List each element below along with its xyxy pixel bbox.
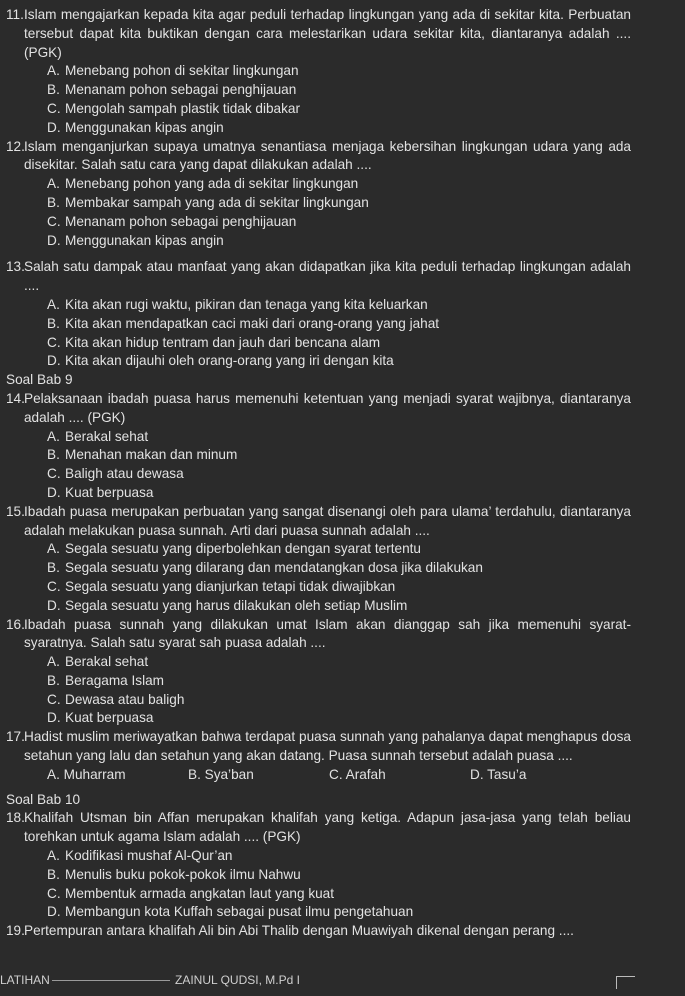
option-letter: D. [47, 904, 61, 920]
question-number: 15. [6, 503, 25, 519]
question-text [0, 922, 685, 941]
answer-options [0, 296, 685, 371]
answer-option [47, 175, 685, 194]
option-letter: C. [47, 691, 61, 707]
option-text: Baligh atau dewasa [65, 466, 184, 482]
option-text: Menebang pohon yang ada di sekitar lingkungan [65, 176, 359, 192]
footer-divider [52, 980, 170, 981]
answer-option [47, 296, 685, 315]
question-number: 14. [6, 390, 25, 406]
option-letter: C. [47, 213, 61, 229]
question-item [0, 728, 685, 784]
answer-options-row [0, 766, 685, 785]
option-letter: D. [470, 766, 484, 782]
question-item [0, 922, 685, 941]
answer-option [47, 119, 685, 138]
question-item [0, 616, 685, 729]
option-text: Menanam pohon sebagai penghijauan [65, 213, 297, 229]
question-stem: Khalifah Utsman bin Affan merupakan khalifah yang ketiga. Adapun jasa-jasa yang telah beliau torehkan untuk agama Islam adalah .... (PGK) [24, 810, 631, 845]
footer-left-text: LATIHAN [0, 973, 50, 987]
option-text: Sya’ban [204, 766, 254, 782]
question-item [0, 390, 685, 503]
option-letter: B. [47, 866, 60, 882]
option-letter: B. [47, 672, 60, 688]
answer-option [47, 465, 685, 484]
option-letter: D. [47, 353, 61, 369]
question-number: 17. [6, 729, 25, 745]
question-item [0, 6, 685, 138]
option-letter: A. [47, 541, 60, 557]
question-number: 13. [6, 259, 25, 275]
option-text: Berakal sehat [65, 428, 149, 444]
answer-options [0, 540, 685, 615]
question-number: 19. [6, 923, 25, 939]
answer-option [47, 597, 685, 616]
option-text: Kita akan rugi waktu, pikiran dan tenaga yang kita keluarkan [65, 296, 428, 312]
option-letter: B. [47, 194, 60, 210]
answer-option [47, 559, 685, 578]
answer-option [47, 62, 685, 81]
option-text: Menulis buku pokok-pokok ilmu Nahwu [65, 866, 301, 882]
question-text [0, 809, 685, 847]
question-stem: Pertempuran antara khalifah Ali bin Abi Thalib dengan Muawiyah dikenal dengan perang .... [24, 923, 574, 939]
option-letter: C. [47, 100, 61, 116]
answer-option [47, 903, 685, 922]
option-text: Kita akan hidup tentram dan jauh dari bencana alam [65, 334, 381, 350]
option-letter: B. [47, 82, 60, 98]
option-letter: B. [47, 560, 60, 576]
option-letter: B. [188, 766, 201, 782]
answer-option [47, 866, 685, 885]
option-letter: A. [47, 63, 60, 79]
option-letter: A. [47, 428, 60, 444]
option-letter: A. [47, 176, 60, 192]
page-corner-mark [616, 976, 635, 989]
option-text: Dewasa atau baligh [65, 691, 185, 707]
answer-option [47, 691, 685, 710]
option-text: Menggunakan kipas angin [65, 119, 224, 135]
option-letter: B. [47, 447, 60, 463]
option-text: Kuat berpuasa [65, 710, 154, 726]
question-text [0, 616, 685, 654]
question-number: 18. [6, 810, 25, 826]
question-text [0, 258, 685, 296]
footer-author: ZAINUL QUDSI, M.Pd I [175, 973, 300, 987]
question-text [0, 503, 685, 541]
answer-option [47, 100, 685, 119]
option-text: Kuat berpuasa [65, 484, 154, 500]
option-text: Tasu’a [487, 766, 527, 782]
question-text [0, 138, 685, 176]
answer-option [47, 428, 685, 447]
option-text: Mengolah sampah plastik tidak dibakar [65, 100, 301, 116]
answer-option [47, 847, 685, 866]
option-text: Menebang pohon di sekitar lingkungan [65, 63, 299, 79]
answer-option [47, 446, 685, 465]
answer-option [47, 578, 685, 597]
question-number: 16. [6, 616, 25, 632]
option-text: Muharram [63, 766, 126, 782]
question-stem: Ibadah puasa merupakan perbuatan yang sangat disenangi oleh para ulama’ terdahulu, diantaranya adalah melakukan puasa sunnah. Arti dari puasa sunnah adalah .... [24, 503, 631, 538]
answer-options [0, 428, 685, 503]
answer-option [47, 540, 685, 559]
option-text: Menanam pohon sebagai penghijauan [65, 82, 297, 98]
answer-option [47, 334, 685, 353]
question-stem: Ibadah puasa sunnah yang dilakukan umat Islam akan dianggap sah jika memenuhi syarat-syaratnya. Salah satu syarat sah puasa adalah .... [24, 616, 631, 651]
answer-option [47, 352, 685, 371]
option-text: Segala sesuatu yang dilarang dan mendatangkan dosa jika dilakukan [65, 560, 483, 576]
answer-option [47, 315, 685, 334]
question-item [0, 138, 685, 251]
option-letter: A. [47, 296, 60, 312]
question-number: 12. [6, 138, 25, 154]
answer-option [188, 766, 329, 785]
option-text: Membakar sampah yang ada di sekitar lingkungan [65, 194, 369, 210]
answer-option [47, 709, 685, 728]
question-stem: Hadist muslim meriwayatkan bahwa terdapat puasa sunnah yang pahalanya dapat menghapus dosa setahun yang lalu dan setahun yang akan datang. Puasa sunnah tersebut adalah puasa .... [24, 729, 631, 764]
option-letter: C. [47, 334, 61, 350]
answer-options [0, 653, 685, 728]
option-text: Segala sesuatu yang dianjurkan tetapi tidak diwajibkan [65, 578, 396, 594]
answer-options [0, 62, 685, 137]
question-stem: Islam mengajarkan kepada kita agar peduli terhadap lingkungan yang ada di sekitar kita. Perbuatan tersebut dapat kita buktikan dengan cara melestarikan udara sekitar kita, diantaranya adalah .... (PGK) [24, 7, 631, 60]
page-footer [0, 971, 685, 991]
option-text: Berakal sehat [65, 654, 149, 670]
question-stem: Pelaksanaan ibadah puasa harus memenuhi ketentuan yang menjadi syarat wajibnya, diantaranya adalah .... (PGK) [24, 390, 631, 425]
question-text [0, 390, 685, 428]
option-text: Segala sesuatu yang diperbolehkan dengan syarat tertentu [65, 541, 421, 557]
answer-option [47, 484, 685, 503]
option-text: Membentuk armada angkatan laut yang kuat [65, 885, 335, 901]
section-heading: Soal Bab 9 [6, 372, 73, 388]
answer-option [47, 766, 188, 785]
option-letter: A. [47, 654, 60, 670]
question-stem: Salah satu dampak atau manfaat yang akan didapatkan jika kita peduli terhadap lingkungan adalah .... [24, 259, 631, 294]
answer-option [47, 653, 685, 672]
option-letter: D. [47, 232, 61, 248]
question-text [0, 728, 685, 766]
option-text: Menggunakan kipas angin [65, 232, 224, 248]
answer-option [47, 885, 685, 904]
answer-option [47, 213, 685, 232]
answer-option [329, 766, 470, 785]
answer-options [0, 175, 685, 250]
option-text: Beragama Islam [65, 672, 164, 688]
option-letter: D. [47, 597, 61, 613]
answer-option [47, 194, 685, 213]
question-text [0, 6, 685, 62]
option-letter: C. [47, 578, 61, 594]
option-text: Kita akan dijauhi oleh orang-orang yang iri dengan kita [65, 353, 394, 369]
option-text: Segala sesuatu yang harus dilakukan oleh setiap Muslim [65, 597, 408, 613]
answer-options [0, 847, 685, 922]
answer-option [47, 672, 685, 691]
option-text: Menahan makan dan minum [65, 447, 238, 463]
section-heading: Soal Bab 10 [6, 791, 81, 807]
option-text: Membangun kota Kuffah sebagai pusat ilmu pengetahuan [65, 904, 414, 920]
question-number: 11. [6, 7, 24, 22]
option-letter: A. [47, 848, 60, 864]
option-text: Kita akan mendapatkan caci maki dari orang-orang yang jahat [65, 315, 440, 331]
option-letter: C. [47, 885, 61, 901]
option-letter: C. [329, 766, 343, 782]
question-item [0, 258, 685, 371]
option-text: Kodifikasi mushaf Al-Qur’an [65, 848, 233, 864]
answer-option [47, 81, 685, 100]
option-letter: C. [47, 466, 61, 482]
option-letter: D. [47, 119, 61, 135]
question-stem: Islam menganjurkan supaya umatnya senantiasa menjaga kebersihan lingkungan udara yang ada disekitar. Salah satu cara yang dapat dilakukan adalah .... [24, 138, 631, 173]
option-letter: D. [47, 710, 61, 726]
question-item [0, 809, 685, 922]
option-letter: B. [47, 315, 60, 331]
question-item [0, 503, 685, 616]
option-letter: D. [47, 484, 61, 500]
option-text: Arafah [345, 766, 386, 782]
option-letter: A. [47, 766, 60, 782]
answer-option [470, 766, 611, 785]
answer-option [47, 232, 685, 251]
